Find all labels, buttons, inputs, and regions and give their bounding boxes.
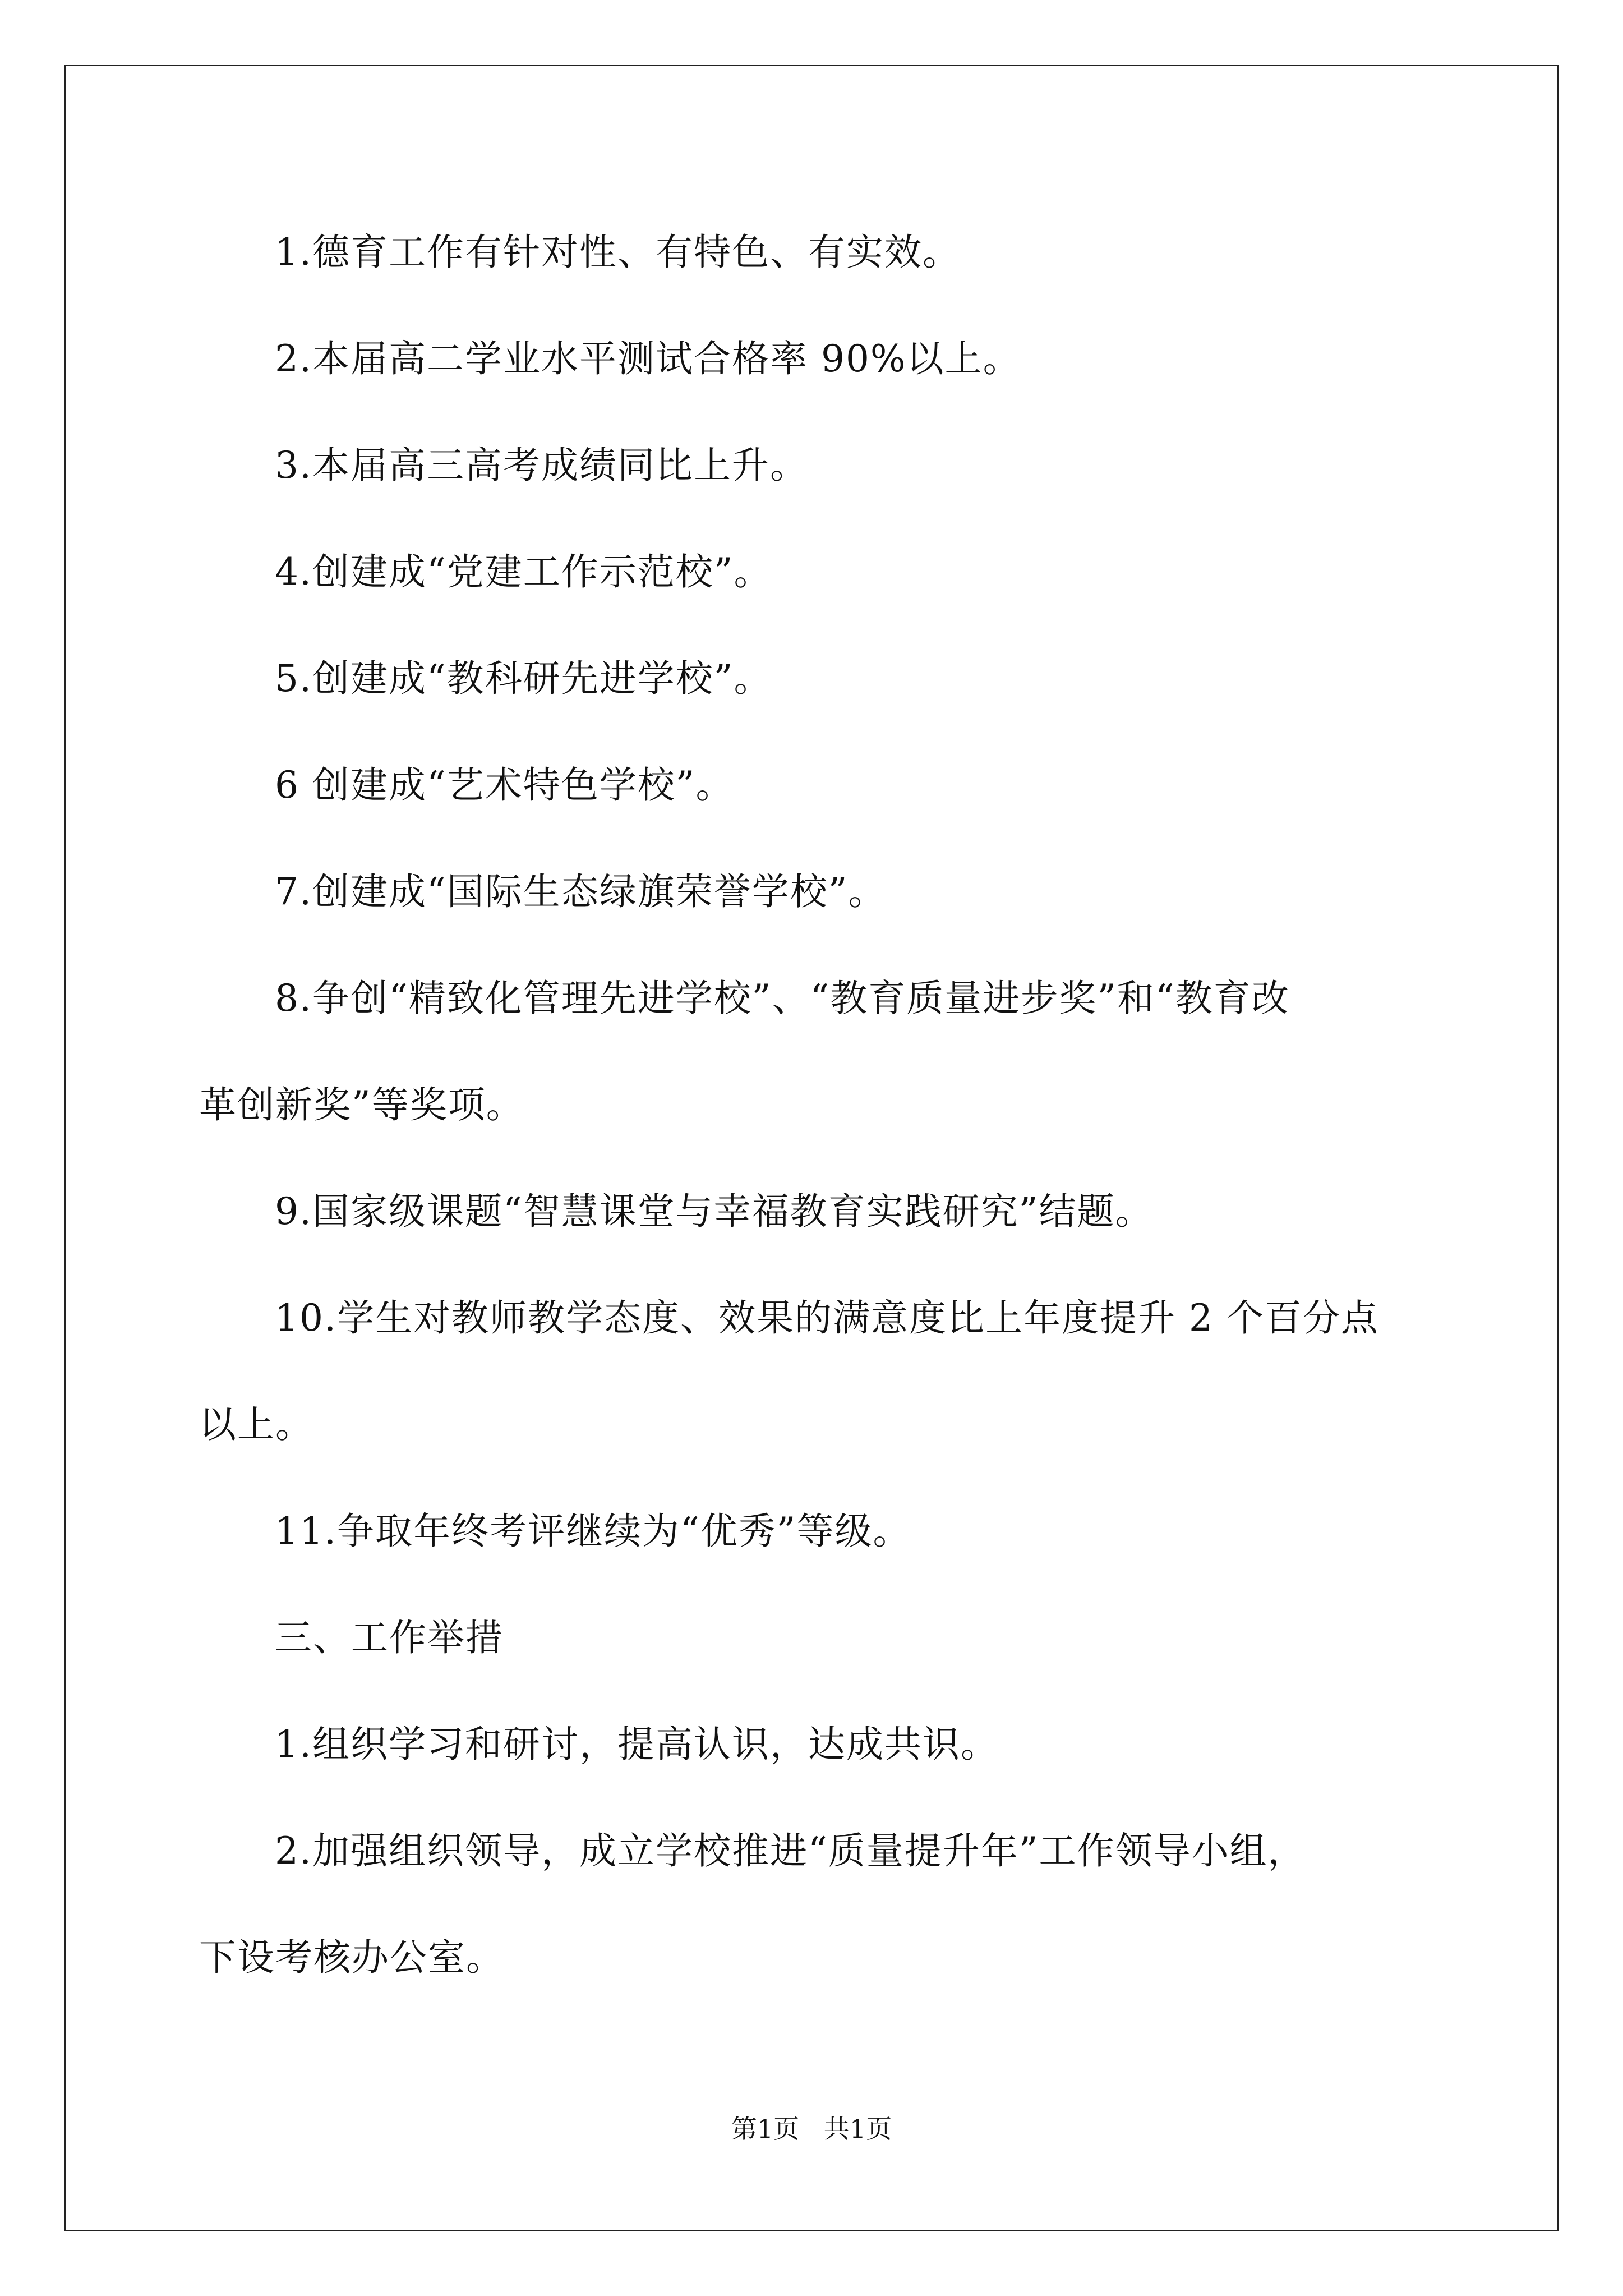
text-line: 6 创建成“艺术特色学校”。 (275, 763, 734, 807)
text-line: 1.德育工作有针对性、有特色、有实效。 (275, 231, 961, 274)
text-line: 革创新奖”等奖项。 (199, 1083, 524, 1126)
page-frame (64, 65, 1559, 2231)
section-heading: 三、工作举措 (275, 1616, 504, 1659)
page-footer: 第1页 共1页 (731, 2114, 892, 2144)
text-line: 7.创建成“国际生态绿旗荣誉学校”。 (275, 870, 887, 913)
text-line: 以上。 (199, 1403, 313, 1446)
text-line: 11.争取年终考评继续为“优秀”等级。 (275, 1510, 911, 1553)
text-line: 下设考核办公室。 (199, 1936, 504, 1979)
text-line: 10.学生对教师教学态度、效果的满意度比上年度提升 2 个百分点 (275, 1296, 1379, 1340)
text-line: 5.创建成“教科研先进学校”。 (275, 657, 772, 700)
text-line: 8.争创“精致化管理先进学校”、“教育质量进步奖”和“教育改 (275, 977, 1290, 1020)
text-line: 1.组织学习和研讨，提高认识，达成共识。 (275, 1723, 999, 1766)
text-line: 2.加强组织领导，成立学校推进“质量提升年”工作领导小组， (275, 1829, 1306, 1872)
text-line: 3.本届高三高考成绩同比上升。 (275, 444, 808, 487)
text-line: 2.本届高二学业水平测试合格率 90%以上。 (275, 337, 1021, 380)
text-line: 9.国家级课题“智慧课堂与幸福教育实践研究”结题。 (275, 1190, 1154, 1233)
text-line: 4.创建成“党建工作示范校”。 (275, 550, 772, 593)
